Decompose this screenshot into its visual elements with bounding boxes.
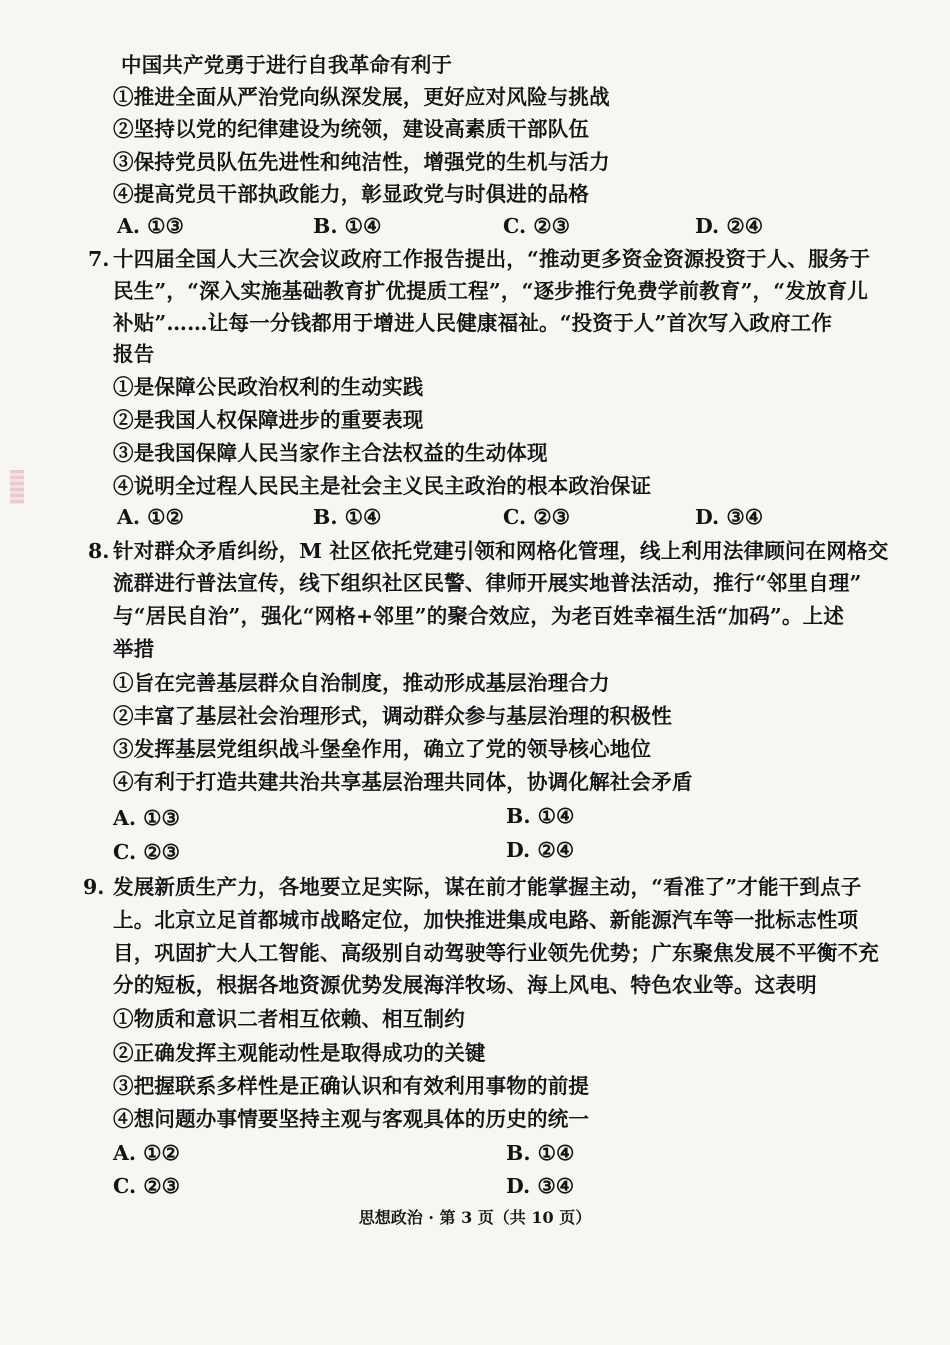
- statement-1: ①物质和意识二者相互依赖、相互制约: [113, 1007, 465, 1031]
- option-c: C. ②③: [113, 840, 180, 864]
- option-a: A. ①②: [117, 505, 184, 529]
- statement-2: ②是我国人权保障进步的重要表现: [113, 408, 424, 432]
- statement-1: ①是保障公民政治权利的生动实践: [113, 375, 424, 399]
- question-stem-line: 针对群众矛盾纠纷，M 社区依托党建引领和网格化管理，线上利用法律顾问在网格交: [113, 539, 889, 563]
- statement-1: ①旨在完善基层群众自治制度，推动形成基层治理合力: [113, 671, 610, 695]
- ink-smudge: [10, 470, 24, 504]
- statement-2: ②丰富了基层社会治理形式，调动群众参与基层治理的积极性: [113, 704, 672, 728]
- question-stem-line: 流群进行普法宣传，线下组织社区民警、律师开展实地普法活动，推行“邻里自理”: [113, 571, 862, 595]
- option-b: B. ①④: [506, 1141, 575, 1165]
- statement-3: ③保持党员队伍先进性和纯洁性，增强党的生机与活力: [113, 150, 610, 174]
- statement-1: ①推进全面从严治党向纵深发展，更好应对风险与挑战: [113, 85, 610, 109]
- statement-3: ③把握联系多样性是正确认识和有效利用事物的前提: [113, 1074, 590, 1098]
- option-d: D. ③④: [695, 505, 764, 529]
- question-stem: 中国共产党勇于进行自我革命有利于: [121, 53, 453, 77]
- statement-2: ②坚持以党的纪律建设为统领，建设高素质干部队伍: [113, 117, 590, 141]
- question-stem-line: 报告: [113, 342, 155, 366]
- statement-2: ②正确发挥主观能动性是取得成功的关键: [113, 1041, 486, 1065]
- statement-4: ④有利于打造共建共治共享基层治理共同体，协调化解社会矛盾: [113, 770, 693, 794]
- question-stem-line: 目，巩固扩大人工智能、高级别自动驾驶等行业领先优势；广东聚焦发展不平衡不充: [113, 941, 879, 965]
- option-b: B. ①④: [313, 505, 382, 529]
- option-c: C. ②③: [113, 1174, 180, 1198]
- statement-3: ③是我国保障人民当家作主合法权益的生动体现: [113, 441, 548, 465]
- option-d: D. ③④: [506, 1174, 575, 1198]
- question-stem-line: 上。北京立足首都城市战略定位，加快推进集成电路、新能源汽车等一批标志性项: [113, 908, 859, 932]
- question-number: 8.: [88, 539, 110, 563]
- statement-4: ④提高党员干部执政能力，彰显政党与时俱进的品格: [113, 182, 590, 206]
- option-d: D. ②④: [506, 838, 575, 862]
- statement-3: ③发挥基层党组织战斗堡垒作用，确立了党的领导核心地位: [113, 737, 652, 761]
- question-number: 9.: [83, 875, 105, 899]
- page-footer: 思想政治 · 第 3 页（共 10 页）: [358, 1208, 592, 1227]
- option-c: C. ②③: [503, 505, 570, 529]
- statement-4: ④说明全过程人民民主是社会主义民主政治的根本政治保证: [113, 474, 652, 498]
- option-b: B. ①④: [506, 804, 575, 828]
- question-stem-line: 十四届全国人大三次会议政府工作报告提出，“推动更多资金资源投资于人、服务于: [113, 247, 871, 271]
- statement-4: ④想问题办事情要坚持主观与客观具体的历史的统一: [113, 1107, 590, 1131]
- question-stem-line: 与“居民自治”，强化“网格+邻里”的聚合效应，为老百姓幸福生活“加码”。上述: [113, 604, 845, 628]
- option-a: A. ①③: [117, 214, 184, 238]
- option-a: A. ①②: [113, 1141, 180, 1165]
- question-stem-line: 发展新质生产力，各地要立足实际，谋在前才能掌握主动，“看准了”才能干到点子: [113, 875, 862, 899]
- question-stem-line: 分的短板，根据各地资源优势发展海洋牧场、海上风电、特色农业等。这表明: [113, 973, 817, 997]
- question-stem-line: 举措: [113, 637, 155, 661]
- question-stem-line: 民生”，“深入实施基础教育扩优提质工程”，“逐步推行免费学前教育”，“发放育儿: [113, 279, 869, 303]
- question-stem-line: 补贴”……让每一分钱都用于增进人民健康福祉。“投资于人”首次写入政府工作: [113, 311, 833, 335]
- question-number: 7.: [88, 247, 110, 271]
- option-b: B. ①④: [313, 214, 382, 238]
- option-c: C. ②③: [503, 214, 570, 238]
- option-a: A. ①③: [113, 806, 180, 830]
- option-d: D. ②④: [695, 214, 764, 238]
